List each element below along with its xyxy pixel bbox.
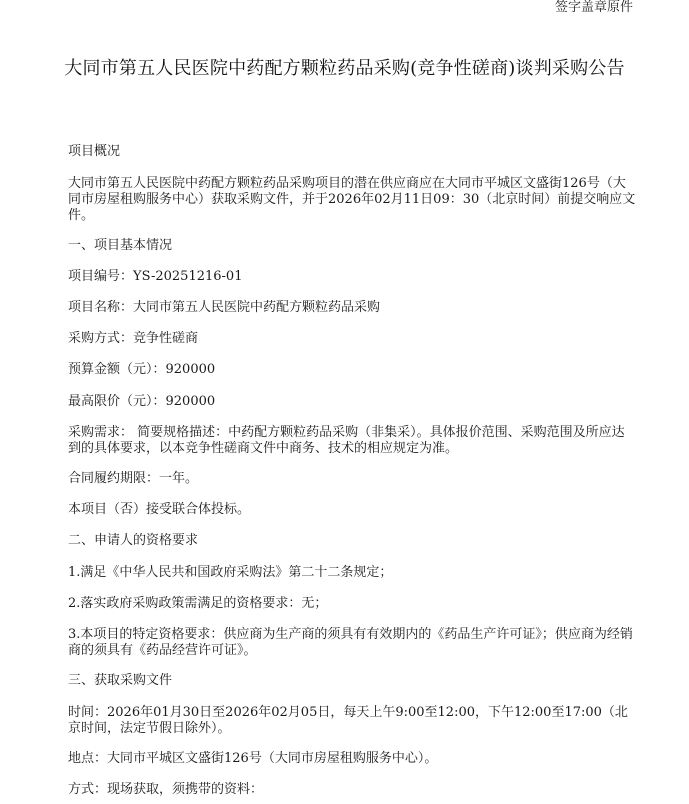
section3-heading: 三、获取采购文件	[68, 673, 173, 688]
consortium-note: 本项目（否）接受联合体投标。	[68, 502, 251, 517]
project-name: 项目名称：大同市第五人民医院中药配方颗粒药品采购	[68, 300, 381, 315]
procurement-requirements: 采购需求： 简要规格描述：中药配方颗粒药品采购（非集采）。具体报价范围、采购范围及所应达到的具体要求，以本竞争性磋商文件中商务、技术的相应规定为准。	[68, 425, 625, 456]
section1-heading: 一、项目基本情况	[68, 238, 173, 253]
budget-amount: 预算金额（元）：920000	[68, 362, 216, 377]
overview-text: 大同市第五人民医院中药配方颗粒药品采购项目的潜在供应商应在大同市平城区文盛街126号（大同市房屋租购服务中心）获取采购文件，并于2026年02月11日09：30（北京时间）前提交响应文件。	[68, 176, 636, 223]
qualification-2: 2.落实政府采购政策需满足的资格要求：无；	[68, 596, 328, 611]
acquisition-location: 地点：大同市平城区文盛街126号（大同市房屋租购服务中心）。	[68, 751, 438, 766]
procurement-method: 采购方式：竞争性磋商	[68, 331, 199, 346]
qualification-3: 3.本项目的特定资格要求：供应商为生产商的须具有有效期内的《药品生产许可证》；供应商为经销商的须具有《药品经营许可证》。	[68, 627, 633, 658]
project-number: 项目编号：YS-20251216-01	[68, 269, 243, 284]
max-price: 最高限价（元）：920000	[68, 394, 216, 409]
header-note: 签字盖章原件	[554, 0, 633, 15]
acquisition-time: 时间：2026年01月30日至2026年02月05日，每天上午9:00至12:00，下午12:00至17:00（北京时间，法定节假日除外）。	[68, 705, 628, 736]
section2-heading: 二、申请人的资格要求	[68, 533, 199, 548]
overview-heading: 项目概况	[68, 144, 121, 159]
contract-period: 合同履约期限：一年。	[68, 471, 199, 486]
page-title: 大同市第五人民医院中药配方颗粒药品采购(竞争性磋商)谈判采购公告	[64, 58, 625, 79]
acquisition-method: 方式：现场获取，须携带的资料：	[68, 782, 264, 797]
qualification-1: 1.满足《中华人民共和国政府采购法》第二十二条规定；	[68, 565, 393, 580]
